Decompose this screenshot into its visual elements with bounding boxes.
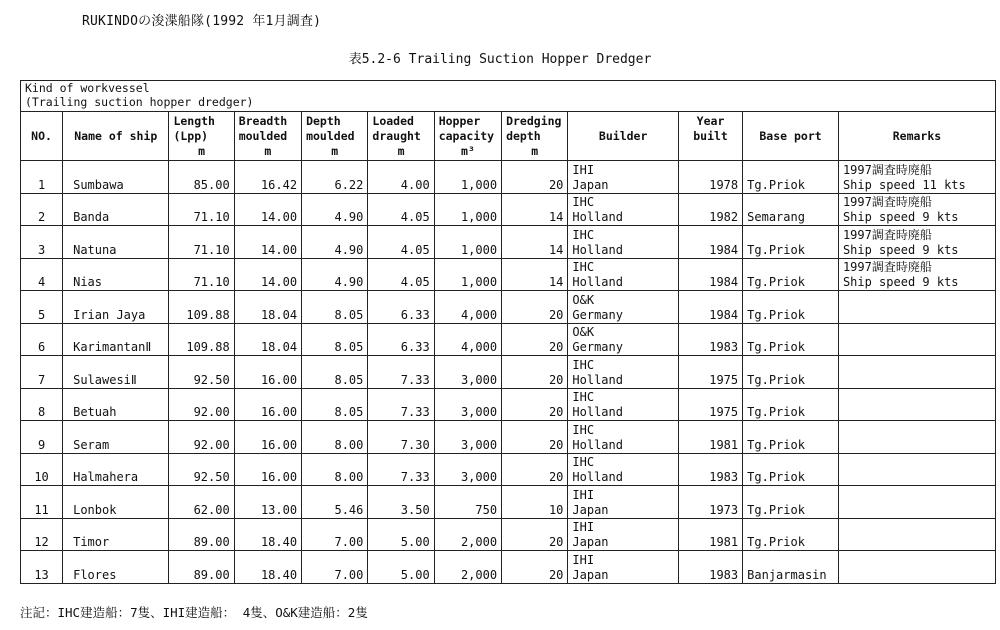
ship-name: Timor: [63, 518, 169, 551]
remarks-cell: [838, 226, 995, 259]
dredging-depth-value: 20: [502, 161, 568, 194]
draught-value: 7.33: [368, 388, 434, 421]
builder-cell-line2: Holland: [572, 372, 623, 387]
builder-cell-line1: O&K: [572, 292, 595, 307]
breadth-value: 18.04: [234, 291, 301, 324]
builder-cell: [568, 258, 679, 291]
base-port-value: Tg.Priok: [743, 388, 839, 421]
depth-value: 4.90: [302, 226, 368, 259]
col-header-length-line1: Length: [173, 114, 215, 128]
depth-value: 8.05: [302, 356, 368, 389]
base-port-value: Banjarmasin: [743, 551, 839, 584]
ship-name: SulawesiⅡ: [63, 356, 169, 389]
col-header-depth-line2: moulded: [306, 129, 355, 143]
ship-name: Irian Jaya: [63, 291, 169, 324]
hopper-value: 2,000: [434, 518, 501, 551]
col-header-dredging: [502, 112, 568, 161]
draught-value: 7.33: [368, 453, 434, 486]
col-header-length-unit: m: [198, 144, 206, 158]
table-row: [21, 518, 996, 551]
year-built-value: 1983: [678, 551, 742, 584]
builder-cell-line1: IHC: [572, 195, 595, 209]
dredging-depth-value: 20: [502, 453, 568, 486]
hopper-value: 1,000: [434, 226, 501, 259]
builder-cell-line2: Japan: [572, 567, 609, 582]
col-header-dredging-unit: m: [531, 144, 539, 158]
length-value: 92.50: [169, 356, 234, 389]
table-row: [21, 356, 996, 389]
length-value: 109.88: [169, 291, 234, 324]
table-row: [21, 161, 996, 194]
col-header-hopper: [434, 112, 501, 161]
remarks-cell: [838, 388, 995, 421]
breadth-value: 16.00: [234, 421, 301, 454]
builder-cell-line2: Holland: [572, 470, 623, 484]
dredging-depth-value: 10: [502, 486, 568, 519]
hopper-value: 3,000: [434, 453, 501, 486]
row-no: 6: [21, 323, 63, 356]
builder-cell-line2: Holland: [572, 437, 623, 452]
row-no: 12: [21, 518, 63, 551]
remarks-cell: [838, 518, 995, 551]
hopper-value: 3,000: [434, 388, 501, 421]
ship-name: Banda: [63, 193, 169, 226]
builder-cell-line1: IHC: [572, 260, 595, 274]
depth-value: 8.05: [302, 291, 368, 324]
table-row: [21, 486, 996, 519]
length-value: 92.00: [169, 421, 234, 454]
depth-value: 8.05: [302, 323, 368, 356]
builder-cell-line1: IHI: [572, 552, 595, 567]
kind-label: Kind of workvessel: [25, 81, 150, 95]
builder-cell-line2: Japan: [572, 502, 609, 517]
row-no: 1: [21, 161, 63, 194]
dredging-depth-value: 20: [502, 356, 568, 389]
ship-name: Seram: [63, 421, 169, 454]
draught-value: 3.50: [368, 486, 434, 519]
builder-cell-line2: Holland: [572, 210, 623, 224]
remarks-cell-line1: 1997調査時廃船: [842, 162, 932, 177]
builder-cell: [568, 421, 679, 454]
builder-cell-line1: IHI: [572, 520, 595, 534]
dredging-depth-value: 14: [502, 193, 568, 226]
length-value: 92.00: [169, 388, 234, 421]
length-value: 71.10: [169, 193, 234, 226]
builder-cell-line1: IHC: [572, 390, 595, 404]
dredging-depth-value: 14: [502, 226, 568, 259]
row-no: 10: [21, 453, 63, 486]
depth-value: 6.22: [302, 161, 368, 194]
breadth-value: 18.40: [234, 518, 301, 551]
remarks-cell: [838, 291, 995, 324]
col-header-year-line1: Year: [696, 114, 725, 128]
hopper-value: 1,000: [434, 193, 501, 226]
table-caption: 表5.2-6 Trailing Suction Hopper Dredger: [348, 52, 652, 67]
year-built-value: 1975: [678, 356, 742, 389]
remarks-cell-line1: 1997調査時廃船: [842, 260, 932, 274]
col-header-builder: Builder: [568, 112, 679, 161]
breadth-value: 13.00: [234, 486, 301, 519]
remarks-cell-line2: Ship speed 9 kts: [842, 275, 959, 289]
builder-cell: [568, 161, 679, 194]
row-no: 7: [21, 356, 63, 389]
length-value: 109.88: [169, 323, 234, 356]
breadth-value: 16.42: [234, 161, 301, 194]
depth-value: 5.46: [302, 486, 368, 519]
depth-value: 7.00: [302, 518, 368, 551]
builder-cell: [568, 291, 679, 324]
builder-cell: [568, 356, 679, 389]
row-no: 11: [21, 486, 63, 519]
kind-sublabel: (Trailing suction hopper dredger): [25, 95, 254, 109]
year-built-value: 1984: [678, 226, 742, 259]
col-header-length: [169, 112, 234, 161]
builder-cell: [568, 486, 679, 519]
ship-name: Lonbok: [63, 486, 169, 519]
table-row: [21, 226, 996, 259]
remarks-cell-line2: Ship speed 9 kts: [842, 242, 959, 257]
col-header-breadth-line2: moulded: [238, 129, 288, 143]
depth-value: 8.05: [302, 388, 368, 421]
remarks-cell: [838, 551, 995, 584]
breadth-value: 18.04: [234, 323, 301, 356]
builder-cell-line1: IHI: [572, 487, 595, 502]
col-header-draught-line2: draught: [372, 129, 421, 143]
col-header-breadth-unit: m: [264, 144, 272, 158]
builder-cell-line2: Japan: [572, 535, 609, 549]
remarks-cell-line2: Ship speed 11 kts: [842, 177, 966, 192]
breadth-value: 14.00: [234, 193, 301, 226]
col-header-dredging-line2: depth: [506, 129, 541, 143]
dredging-depth-value: 14: [502, 258, 568, 291]
row-no: 3: [21, 226, 63, 259]
remarks-cell: [838, 193, 995, 226]
draught-value: 4.05: [368, 226, 434, 259]
year-built-value: 1973: [678, 486, 742, 519]
year-built-value: 1984: [678, 291, 742, 324]
year-built-value: 1982: [678, 193, 742, 226]
builder-cell-line1: IHC: [572, 357, 595, 372]
kind-of-workvessel-cell: [21, 81, 996, 112]
remarks-cell: [838, 421, 995, 454]
dredging-depth-value: 20: [502, 388, 568, 421]
hopper-value: 3,000: [434, 356, 501, 389]
year-built-value: 1975: [678, 388, 742, 421]
row-no: 8: [21, 388, 63, 421]
row-no: 13: [21, 551, 63, 584]
dredging-depth-value: 20: [502, 421, 568, 454]
col-header-depth-line1: Depth: [306, 114, 341, 128]
breadth-value: 16.00: [234, 356, 301, 389]
dredging-depth-value: 20: [502, 551, 568, 584]
col-header-dredging-line1: Dredging: [506, 114, 562, 128]
col-header-draught-unit: m: [397, 144, 405, 158]
length-value: 89.00: [169, 518, 234, 551]
builder-cell-line2: Germany: [572, 340, 623, 354]
ship-name: Sumbawa: [63, 161, 169, 194]
breadth-value: 18.40: [234, 551, 301, 584]
col-header-year: [678, 112, 742, 161]
col-header-port: Base port: [743, 112, 839, 161]
kind-row: [21, 81, 996, 112]
col-header-depth-unit: m: [331, 144, 339, 158]
col-header-name: Name of ship: [63, 112, 169, 161]
remarks-cell: [838, 486, 995, 519]
table-row: [21, 551, 996, 584]
builder-cell-line1: IHC: [572, 227, 595, 242]
length-value: 85.00: [169, 161, 234, 194]
row-no: 9: [21, 421, 63, 454]
table-row: [21, 388, 996, 421]
base-port-value: Tg.Priok: [743, 356, 839, 389]
base-port-value: Tg.Priok: [743, 226, 839, 259]
hopper-value: 4,000: [434, 323, 501, 356]
col-header-hopper-line2: capacity: [438, 129, 495, 143]
col-header-no: NO.: [21, 112, 63, 161]
draught-value: 5.00: [368, 551, 434, 584]
builder-cell-line2: Holland: [572, 405, 623, 419]
builder-cell-line2: Holland: [572, 242, 623, 257]
remarks-cell: [838, 323, 995, 356]
hopper-value: 3,000: [434, 421, 501, 454]
col-header-hopper-unit: m³: [460, 144, 475, 158]
table-row: [21, 323, 996, 356]
base-port-value: Tg.Priok: [743, 161, 839, 194]
breadth-value: 14.00: [234, 258, 301, 291]
hopper-value: 2,000: [434, 551, 501, 584]
breadth-value: 16.00: [234, 453, 301, 486]
builder-cell: [568, 551, 679, 584]
breadth-value: 14.00: [234, 226, 301, 259]
builder-cell-line1: O&K: [572, 325, 595, 339]
ship-name: Halmahera: [63, 453, 169, 486]
dredging-depth-value: 20: [502, 518, 568, 551]
table-row: [21, 193, 996, 226]
base-port-value: Tg.Priok: [743, 291, 839, 324]
base-port-value: Tg.Priok: [743, 421, 839, 454]
col-header-hopper-line1: Hopper: [438, 114, 481, 128]
remarks-cell: [838, 258, 995, 291]
col-header-breadth-line1: Breadth: [238, 114, 288, 128]
year-built-value: 1981: [678, 518, 742, 551]
row-no: 5: [21, 291, 63, 324]
remarks-cell: [838, 356, 995, 389]
builder-cell-line1: IHC: [572, 422, 595, 437]
remarks-cell: [838, 453, 995, 486]
length-value: 92.50: [169, 453, 234, 486]
draught-value: 6.33: [368, 291, 434, 324]
col-header-remarks: Remarks: [838, 112, 995, 161]
length-value: 89.00: [169, 551, 234, 584]
table-row: [21, 421, 996, 454]
length-value: 62.00: [169, 486, 234, 519]
col-header-depth: [302, 112, 368, 161]
col-header-length-line2: (Lpp): [173, 129, 209, 143]
breadth-value: 16.00: [234, 388, 301, 421]
remarks-cell-line2: Ship speed 9 kts: [842, 210, 959, 224]
hopper-value: 1,000: [434, 258, 501, 291]
remarks-cell-line1: 1997調査時廃船: [842, 195, 932, 209]
remarks-cell-line1: 1997調査時廃船: [842, 227, 932, 242]
depth-value: 4.90: [302, 193, 368, 226]
depth-value: 7.00: [302, 551, 368, 584]
ship-name: Betuah: [63, 388, 169, 421]
table-row: [21, 291, 996, 324]
base-port-value: Tg.Priok: [743, 453, 839, 486]
footnote: 注記：IHC建造船：7隻、IHI建造船： 4隻、O&K建造船：2隻: [20, 605, 368, 620]
table-row: [21, 258, 996, 291]
base-port-value: Tg.Priok: [743, 486, 839, 519]
builder-cell: [568, 518, 679, 551]
ship-name: KarimantanⅡ: [63, 323, 169, 356]
table-row: [21, 453, 996, 486]
builder-cell-line2: Holland: [572, 275, 623, 289]
draught-value: 6.33: [368, 323, 434, 356]
depth-value: 4.90: [302, 258, 368, 291]
draught-value: 4.05: [368, 258, 434, 291]
remarks-cell: [838, 161, 995, 194]
dredging-depth-value: 20: [502, 291, 568, 324]
base-port-value: Tg.Priok: [743, 518, 839, 551]
col-header-draught: [368, 112, 434, 161]
depth-value: 8.00: [302, 421, 368, 454]
builder-cell-line2: Germany: [572, 307, 623, 322]
row-no: 4: [21, 258, 63, 291]
builder-cell-line2: Japan: [572, 177, 609, 192]
hopper-value: 4,000: [434, 291, 501, 324]
builder-cell: [568, 453, 679, 486]
year-built-value: 1983: [678, 453, 742, 486]
length-value: 71.10: [169, 258, 234, 291]
ship-name: Natuna: [63, 226, 169, 259]
ship-name: Nias: [63, 258, 169, 291]
builder-cell-line1: IHI: [572, 162, 595, 177]
year-built-value: 1983: [678, 323, 742, 356]
col-header-draught-line1: Loaded: [372, 114, 414, 128]
base-port-value: Tg.Priok: [743, 258, 839, 291]
base-port-value: Tg.Priok: [743, 323, 839, 356]
hopper-value: 1,000: [434, 161, 501, 194]
builder-cell: [568, 388, 679, 421]
row-no: 2: [21, 193, 63, 226]
year-built-value: 1984: [678, 258, 742, 291]
hopper-value: 750: [434, 486, 501, 519]
dredger-table: [20, 80, 996, 584]
depth-value: 8.00: [302, 453, 368, 486]
draught-value: 4.00: [368, 161, 434, 194]
builder-cell: [568, 323, 679, 356]
builder-cell: [568, 193, 679, 226]
year-built-value: 1978: [678, 161, 742, 194]
draught-value: 7.33: [368, 356, 434, 389]
draught-value: 5.00: [368, 518, 434, 551]
col-header-breadth: [234, 112, 301, 161]
base-port-value: Semarang: [743, 193, 839, 226]
draught-value: 7.30: [368, 421, 434, 454]
header-row: [21, 112, 996, 161]
length-value: 71.10: [169, 226, 234, 259]
draught-value: 4.05: [368, 193, 434, 226]
col-header-year-line2: built: [693, 129, 728, 143]
builder-cell-line1: IHC: [572, 455, 595, 469]
ship-name: Flores: [63, 551, 169, 584]
dredging-depth-value: 20: [502, 323, 568, 356]
document-header: RUKINDOの浚渫船隊(1992 年1月調査): [82, 14, 322, 29]
year-built-value: 1981: [678, 421, 742, 454]
builder-cell: [568, 226, 679, 259]
